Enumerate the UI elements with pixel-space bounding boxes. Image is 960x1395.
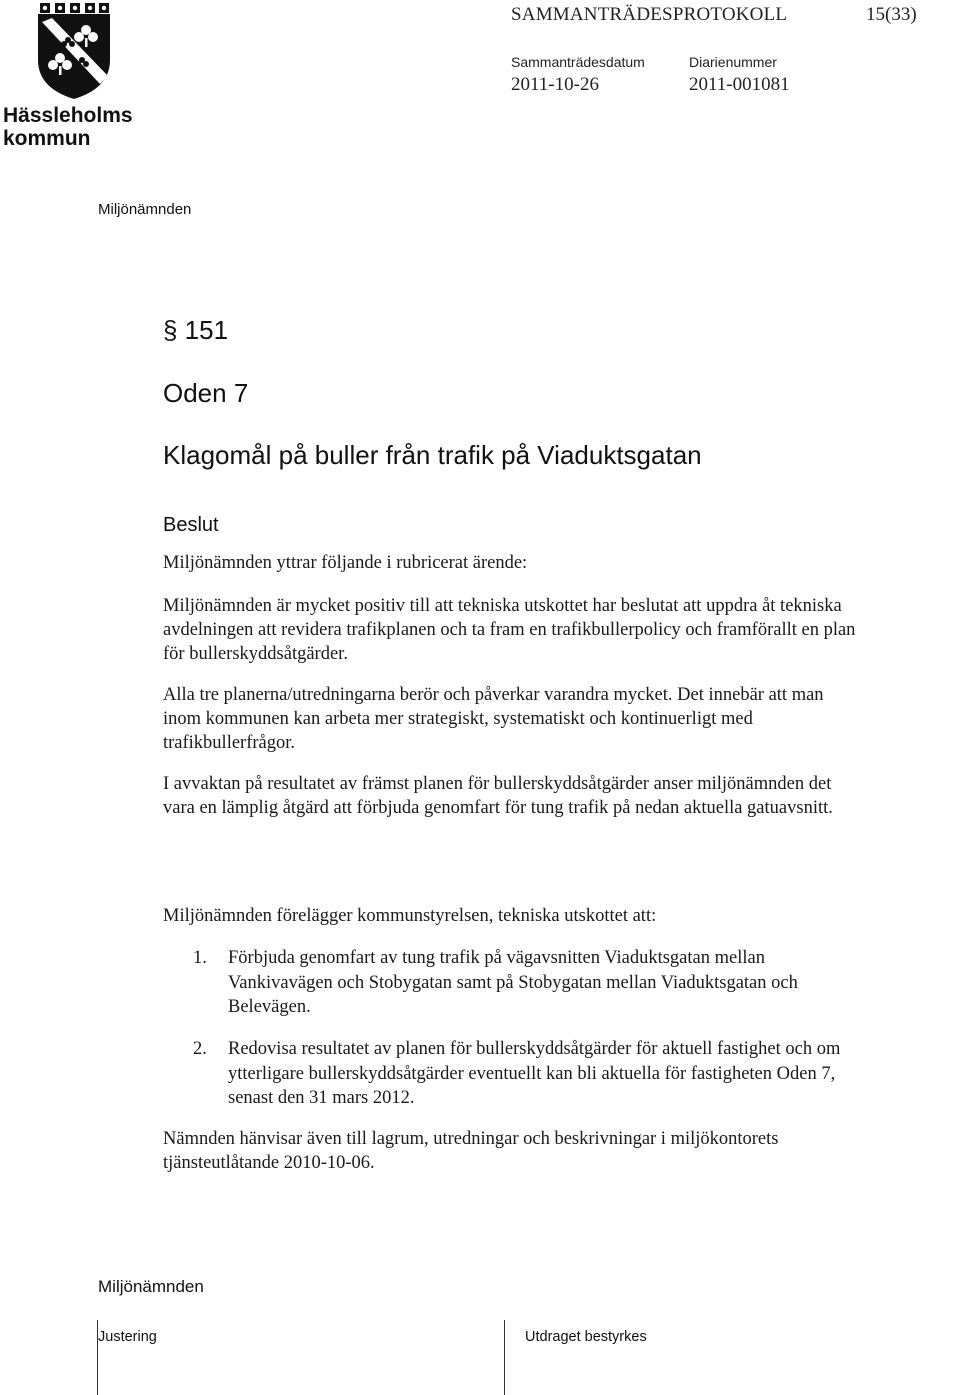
paragraph-positive: Miljönämnden är mycket positiv till att tekniska utskottet har beslutat att uppdra åt tekniska avdelningen att revidera trafikplanen och ta fram en trafikbullerpolicy och framförallt en plan för bullerskyddsåtgärder.: [163, 596, 856, 664]
list-item-number: 2.: [193, 1039, 207, 1059]
meeting-date: 2011-10-26: [511, 74, 599, 95]
property-name: Oden 7: [163, 378, 249, 408]
list-item-number: 1.: [193, 948, 207, 968]
decision-heading: Beslut: [163, 514, 219, 536]
org-name-line1: Hässleholms: [3, 104, 133, 127]
list-item: [193, 946, 853, 1020]
list-item: [193, 1037, 853, 1111]
list-item-text: Redovisa resultatet av planen för bullerskyddsåtgärder för aktuell fastighet och om ytterligare bullerskyddsåtgärder eventuellt kan bli aktuella för fastigheten Oden 7, senast den 31 mars 2012.: [228, 1039, 841, 1108]
diary-number-label: Diarienummer: [689, 54, 777, 70]
list-item-text: Förbjuda genomfart av tung trafik på vägavsnitten Viaduktsgatan mellan Vankivavägen och Stobygatan samt på Stobygatan mellan Viaduktsgatan och Belevägen.: [228, 948, 798, 1017]
document-type: SAMMANTRÄDESPROTOKOLL: [511, 4, 788, 25]
diary-number: 2011-001081: [689, 74, 790, 95]
justering-label: Justering: [98, 1329, 157, 1345]
organization-name: [3, 104, 133, 150]
paragraph-awaiting: I avvaktan på resultatet av främst planen för bullerskyddsåtgärder anser miljönämnden det vara en lämplig åtgärd att förbjuda genomfart för tung trafik på nedan aktuella gatuavsnitt.: [163, 774, 833, 818]
committee-name: Miljönämnden: [98, 201, 192, 218]
paragraph-number: § 151: [163, 315, 229, 345]
signature-divider: [504, 1320, 505, 1395]
footer-committee: Miljönämnden: [98, 1277, 204, 1296]
meeting-date-label: Sammanträdesdatum: [511, 54, 645, 70]
paragraph-order: Miljönämnden förelägger kommunstyrelsen, tekniska utskottet att:: [163, 906, 657, 926]
utdrag-label: Utdraget bestyrkes: [525, 1329, 647, 1345]
paragraph-intro: Miljönämnden yttrar följande i rubricerat ärende:: [163, 553, 528, 573]
section-title: Klagomål på buller från trafik på Viaduktsgatan: [163, 440, 702, 470]
coat-of-arms-logo: [36, 0, 112, 105]
paragraph-plans: Alla tre planerna/utredningarna berör och påverkar varandra mycket. Det innebär att man inom kommunen kan arbeta mer strategiskt, systematiskt och kontinuerligt med trafikbullerfrågor.: [163, 685, 824, 753]
paragraph-reference: Nämnden hänvisar även till lagrum, utredningar och beskrivningar i miljökontorets tjänsteutlåtande 2010-10-06.: [163, 1129, 779, 1173]
page-number: 15(33): [866, 4, 917, 25]
org-name-line2: kommun: [3, 127, 91, 150]
